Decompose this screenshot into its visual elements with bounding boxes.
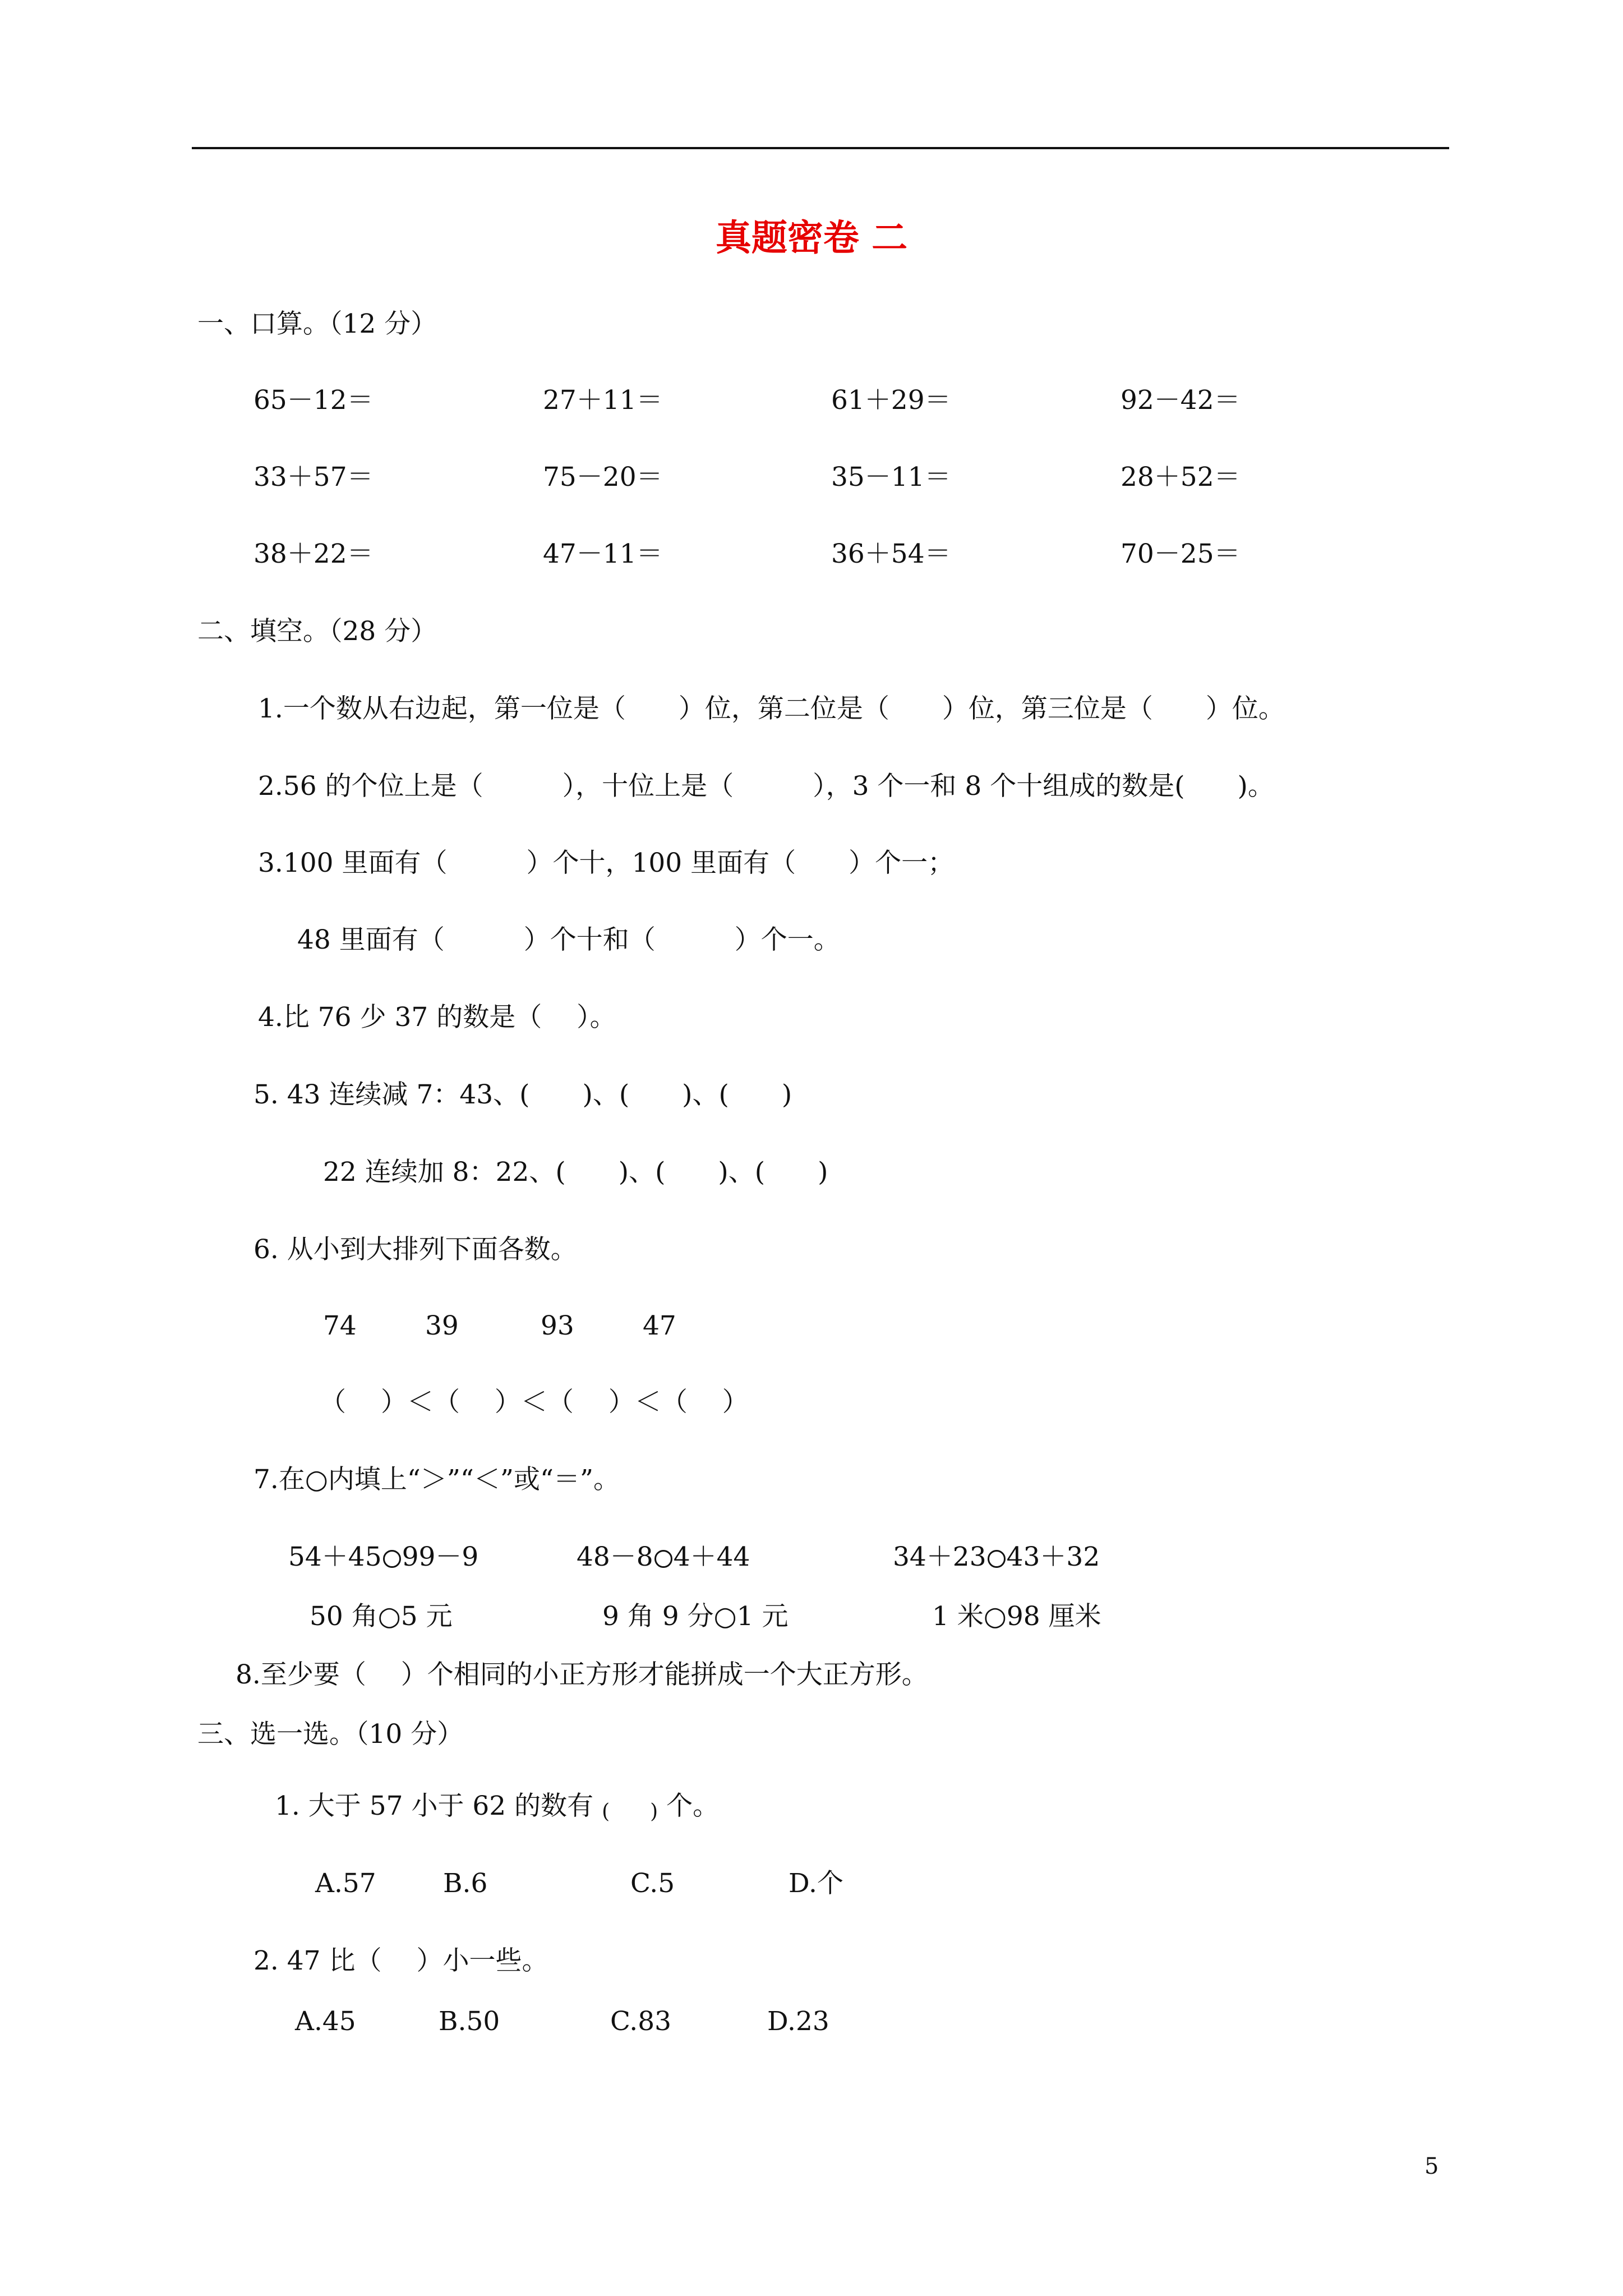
oral-calc-item: 75－20＝ [543, 462, 663, 493]
page-number: 5 [1424, 2154, 1439, 2179]
compare-unit-item: 1 米○98 厘米 [932, 1601, 1101, 1632]
sort-number: 93 [541, 1310, 574, 1341]
section-heading-oral-calc: 一、口算。（12 分） [197, 309, 437, 339]
fill-question-5b: 22 连续加 8：22、( )、( )、( ) [323, 1157, 828, 1188]
compare-circle [383, 1550, 401, 1568]
fill-question-3b: 48 里面有（ ）个十和（ ）个一。 [297, 924, 840, 955]
fill-question-8: 8.至少要（ ）个相同的小正方形才能拼成一个大正方形。 [236, 1659, 928, 1690]
compare-circle [988, 1550, 1006, 1568]
fill-question-1: 1.一个数从右边起，第一位是（ ）位，第二位是（ ）位，第三位是（ ）位。 [258, 693, 1285, 724]
sort-number: 74 [323, 1310, 357, 1341]
oral-calc-item: 36＋54＝ [831, 539, 951, 569]
oral-calc-item: 70－25＝ [1121, 539, 1241, 569]
section-heading-choice: 三、选一选。（10 分） [197, 1719, 464, 1750]
fill-question-2: 2.56 的个位上是（ ），十位上是（ ），3 个一和 8 个十组成的数是( )。 [258, 771, 1274, 802]
sort-number: 47 [643, 1310, 676, 1341]
choice-question-1: 1. 大于 57 小于 62 的数有 ( ) 个。 [275, 1791, 720, 1823]
compare-unit-item: 50 角○5 元 [310, 1601, 453, 1632]
choice-option[interactable]: B.6 [443, 1868, 488, 1899]
compare-item: 48－8 4＋44 [577, 1542, 750, 1572]
choice-option[interactable]: B.50 [439, 2006, 500, 2037]
choice-option[interactable]: A.45 [295, 2006, 356, 2037]
section-heading-fill-blank: 二、填空。（28 分） [197, 616, 437, 647]
oral-calc-item: 38＋22＝ [253, 539, 374, 569]
oral-calc-item: 65－12＝ [253, 385, 374, 416]
choice-option[interactable]: C.83 [610, 2006, 672, 2037]
page-title: 真题密卷 二 [715, 217, 908, 259]
choice-option[interactable]: C.5 [630, 1868, 675, 1899]
oral-calc-item: 27＋11＝ [543, 385, 663, 416]
oral-calc-item: 28＋52＝ [1121, 462, 1241, 493]
sort-number: 39 [425, 1310, 459, 1341]
compare-unit-item: 9 角 9 分○1 元 [602, 1601, 789, 1632]
fill-question-4: 4.比 76 少 37 的数是（ ）。 [258, 1002, 616, 1033]
compare-item: 34＋23 43＋32 [893, 1542, 1100, 1572]
fill-question-3a: 3.100 里面有（ ）个十，100 里面有（ ）个一； [258, 848, 955, 878]
compare-item: 54＋45 99－9 [288, 1542, 479, 1572]
oral-calc-item: 35－11＝ [831, 462, 951, 493]
fill-question-7: 7.在○内填上“＞”“＜”或“＝”。 [253, 1464, 620, 1495]
header-rule [192, 147, 1449, 149]
compare-circle [654, 1550, 672, 1568]
fill-question-5a: 5. 43 连续减 7：43、( )、( )、( ) [253, 1079, 792, 1110]
oral-calc-item: 33＋57＝ [253, 462, 374, 493]
choice-option[interactable]: A.57 [315, 1868, 376, 1899]
choice-question-2: 2. 47 比（ ）小一些。 [253, 1945, 548, 1976]
oral-calc-item: 61＋29＝ [831, 385, 951, 416]
choice-option[interactable]: D.个 [789, 1868, 843, 1899]
choice-option[interactable]: D.23 [767, 2006, 829, 2037]
oral-calc-item: 47－11＝ [543, 539, 663, 569]
fill-question-6: 6. 从小到大排列下面各数。 [253, 1234, 577, 1265]
oral-calc-item: 92－42＝ [1121, 385, 1241, 416]
sort-answer-blank: （ ）＜（ ）＜（ ）＜（ ） [320, 1387, 749, 1418]
